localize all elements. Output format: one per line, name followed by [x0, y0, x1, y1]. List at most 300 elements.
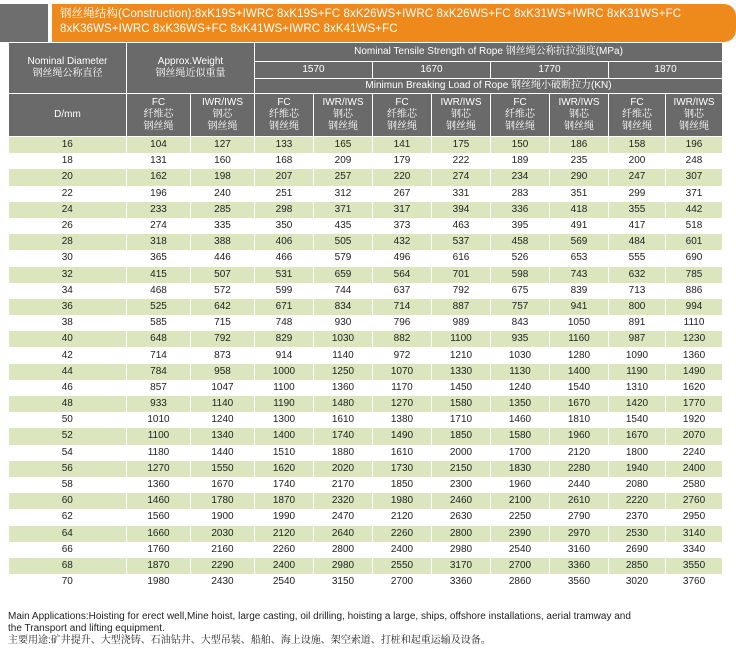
value-cell: 2390 — [491, 526, 550, 542]
value-cell: 2290 — [191, 558, 255, 574]
value-cell: 200 — [609, 153, 666, 169]
value-cell: 3140 — [666, 526, 723, 542]
table-row — [9, 331, 723, 347]
iwr-core-header: IWR/IWS 钢芯 钢丝绳 — [314, 94, 373, 137]
value-cell: 283 — [491, 186, 550, 202]
value-cell: 168 — [255, 153, 314, 169]
value-cell: 653 — [550, 250, 609, 266]
value-cell: 371 — [314, 202, 373, 218]
value-cell: 307 — [666, 169, 723, 185]
diameter-cell: 34 — [9, 283, 127, 299]
value-cell: 274 — [432, 169, 491, 185]
value-cell: 196 — [666, 137, 723, 154]
unit-header: D/mm — [9, 94, 127, 137]
value-cell: 491 — [550, 218, 609, 234]
value-cell: 1280 — [550, 347, 609, 363]
value-cell: 690 — [666, 250, 723, 266]
value-cell: 701 — [432, 267, 491, 283]
fc-core-header: FC 纤维芯 钢丝绳 — [255, 94, 314, 137]
value-cell: 585 — [127, 315, 191, 331]
value-cell: 3020 — [609, 574, 666, 590]
value-cell: 1620 — [666, 380, 723, 396]
value-cell: 648 — [127, 331, 191, 347]
diameter-cell: 20 — [9, 169, 127, 185]
value-cell: 748 — [255, 315, 314, 331]
value-cell: 715 — [191, 315, 255, 331]
diameter-cell: 32 — [9, 267, 127, 283]
value-cell: 2400 — [666, 461, 723, 477]
value-cell: 886 — [666, 283, 723, 299]
table-row — [9, 283, 723, 299]
breaking-load-header: Minimun Breaking Load of Rope 钢丝绳小破断拉力(KN) — [255, 79, 723, 94]
diameter-cell: 24 — [9, 202, 127, 218]
value-cell: 616 — [432, 250, 491, 266]
value-cell: 601 — [666, 234, 723, 250]
value-cell: 1920 — [666, 412, 723, 428]
value-cell: 1170 — [373, 380, 432, 396]
value-cell: 994 — [666, 299, 723, 315]
value-cell: 248 — [666, 153, 723, 169]
value-cell: 1740 — [255, 477, 314, 493]
value-cell: 298 — [255, 202, 314, 218]
value-cell: 1670 — [609, 428, 666, 444]
value-cell: 141 — [373, 137, 432, 154]
value-cell: 251 — [255, 186, 314, 202]
diameter-cell: 48 — [9, 396, 127, 412]
nominal-diameter-header: Nominal Diameter 钢丝绳公称直径 — [9, 43, 127, 94]
value-cell: 1400 — [550, 364, 609, 380]
value-cell: 2460 — [432, 493, 491, 509]
value-cell: 406 — [255, 234, 314, 250]
value-cell: 2020 — [314, 461, 373, 477]
value-cell: 186 — [550, 137, 609, 154]
value-cell: 1850 — [373, 477, 432, 493]
table-row — [9, 428, 723, 444]
value-cell: 1130 — [491, 364, 550, 380]
value-cell: 2800 — [314, 542, 373, 558]
table-row — [9, 364, 723, 380]
table-row — [9, 558, 723, 574]
value-cell: 2400 — [255, 558, 314, 574]
value-cell: 1770 — [666, 396, 723, 412]
value-cell: 299 — [609, 186, 666, 202]
value-cell: 1240 — [491, 380, 550, 396]
value-cell: 1460 — [127, 493, 191, 509]
value-cell: 1540 — [550, 380, 609, 396]
approx-weight-header: Approx.Weight 钢丝绳近似重量 — [127, 43, 255, 94]
table-row — [9, 477, 723, 493]
value-cell: 2980 — [314, 558, 373, 574]
table-row — [9, 412, 723, 428]
construction-line-1: 钢丝绳结构(Construction):8xK19S+IWRC 8xK19S+FC 8xK26WS+IWRC 8xK26WS+FC 8xK31WS+IWRC 8xK31WS+FC — [60, 8, 682, 20]
diameter-cell: 44 — [9, 364, 127, 380]
value-cell: 2280 — [550, 461, 609, 477]
applications-note — [8, 611, 736, 647]
table-row — [9, 493, 723, 509]
value-cell: 175 — [432, 137, 491, 154]
value-cell: 1710 — [432, 412, 491, 428]
value-cell: 933 — [127, 396, 191, 412]
value-cell: 659 — [314, 267, 373, 283]
value-cell: 2100 — [491, 493, 550, 509]
value-cell: 829 — [255, 331, 314, 347]
value-cell: 1250 — [314, 364, 373, 380]
value-cell: 1360 — [314, 380, 373, 396]
value-cell: 1670 — [550, 396, 609, 412]
value-cell: 285 — [191, 202, 255, 218]
value-cell: 189 — [491, 153, 550, 169]
table-row — [9, 526, 723, 542]
value-cell: 2000 — [432, 445, 491, 461]
value-cell: 1870 — [255, 493, 314, 509]
value-cell: 579 — [314, 250, 373, 266]
value-cell: 1610 — [314, 412, 373, 428]
value-cell: 1540 — [609, 412, 666, 428]
value-cell: 1140 — [191, 396, 255, 412]
value-cell: 1190 — [609, 364, 666, 380]
grade-1670: 1670 — [373, 62, 491, 79]
value-cell: 1490 — [666, 364, 723, 380]
diameter-cell: 26 — [9, 218, 127, 234]
value-cell: 564 — [373, 267, 432, 283]
diameter-cell: 40 — [9, 331, 127, 347]
value-cell: 834 — [314, 299, 373, 315]
value-cell: 1160 — [550, 331, 609, 347]
value-cell: 887 — [432, 299, 491, 315]
value-cell: 935 — [491, 331, 550, 347]
value-cell: 196 — [127, 186, 191, 202]
value-cell: 1980 — [373, 493, 432, 509]
value-cell: 160 — [191, 153, 255, 169]
value-cell: 714 — [373, 299, 432, 315]
table-row — [9, 509, 723, 525]
value-cell: 415 — [127, 267, 191, 283]
table-row — [9, 234, 723, 250]
value-cell: 1030 — [491, 347, 550, 363]
value-cell: 247 — [609, 169, 666, 185]
value-cell: 2300 — [432, 477, 491, 493]
value-cell: 3170 — [432, 558, 491, 574]
value-cell: 1100 — [127, 428, 191, 444]
value-cell: 1047 — [191, 380, 255, 396]
value-cell: 598 — [491, 267, 550, 283]
value-cell: 351 — [550, 186, 609, 202]
value-cell: 3560 — [550, 574, 609, 590]
value-cell: 257 — [314, 169, 373, 185]
value-cell: 233 — [127, 202, 191, 218]
value-cell: 1270 — [127, 461, 191, 477]
value-cell: 785 — [666, 267, 723, 283]
value-cell: 3150 — [314, 574, 373, 590]
value-cell: 222 — [432, 153, 491, 169]
value-cell: 274 — [127, 218, 191, 234]
value-cell: 317 — [373, 202, 432, 218]
tensile-strength-header: Nominal Tensile Strength of Rope 钢丝绳公称抗拉强度(MPa) — [255, 43, 723, 62]
value-cell: 531 — [255, 267, 314, 283]
value-cell: 1810 — [550, 412, 609, 428]
diameter-cell: 62 — [9, 509, 127, 525]
value-cell: 1800 — [609, 445, 666, 461]
table-row — [9, 169, 723, 185]
rope-spec-table — [8, 42, 723, 590]
value-cell: 336 — [491, 202, 550, 218]
iwr-core-header: IWR/IWS 钢芯 钢丝绳 — [432, 94, 491, 137]
value-cell: 496 — [373, 250, 432, 266]
value-cell: 1100 — [432, 331, 491, 347]
banner-bar — [52, 4, 736, 42]
diameter-cell: 56 — [9, 461, 127, 477]
value-cell: 1960 — [491, 477, 550, 493]
diameter-cell: 50 — [9, 412, 127, 428]
value-cell: 507 — [191, 267, 255, 283]
value-cell: 1580 — [432, 396, 491, 412]
value-cell: 2260 — [373, 526, 432, 542]
value-cell: 713 — [609, 283, 666, 299]
table-row — [9, 380, 723, 396]
value-cell: 2120 — [550, 445, 609, 461]
value-cell: 518 — [666, 218, 723, 234]
table-body — [9, 137, 723, 591]
value-cell: 989 — [432, 315, 491, 331]
value-cell: 757 — [491, 299, 550, 315]
value-cell: 1010 — [127, 412, 191, 428]
value-cell: 104 — [127, 137, 191, 154]
value-cell: 941 — [550, 299, 609, 315]
value-cell: 432 — [373, 234, 432, 250]
value-cell: 1460 — [491, 412, 550, 428]
value-cell: 843 — [491, 315, 550, 331]
value-cell: 1140 — [314, 347, 373, 363]
value-cell: 1850 — [432, 428, 491, 444]
value-cell: 1270 — [373, 396, 432, 412]
value-cell: 792 — [191, 331, 255, 347]
value-cell: 1300 — [255, 412, 314, 428]
diameter-cell: 66 — [9, 542, 127, 558]
table-row — [9, 396, 723, 412]
value-cell: 2240 — [666, 445, 723, 461]
value-cell: 1670 — [191, 477, 255, 493]
value-cell: 2540 — [255, 574, 314, 590]
value-cell: 1580 — [491, 428, 550, 444]
value-cell: 2850 — [609, 558, 666, 574]
value-cell: 2530 — [609, 526, 666, 542]
table-row — [9, 315, 723, 331]
value-cell: 1990 — [255, 509, 314, 525]
value-cell: 743 — [550, 267, 609, 283]
fc-core-header: FC 纤维芯 钢丝绳 — [609, 94, 666, 137]
value-cell: 891 — [609, 315, 666, 331]
table-row — [9, 574, 723, 590]
value-cell: 784 — [127, 364, 191, 380]
table-header — [9, 43, 723, 137]
value-cell: 131 — [127, 153, 191, 169]
grade-1870: 1870 — [609, 62, 723, 79]
value-cell: 1310 — [609, 380, 666, 396]
value-cell: 1450 — [432, 380, 491, 396]
value-cell: 179 — [373, 153, 432, 169]
value-cell: 958 — [191, 364, 255, 380]
value-cell: 1190 — [255, 396, 314, 412]
value-cell: 1740 — [314, 428, 373, 444]
value-cell: 331 — [432, 186, 491, 202]
applications-en-line-2: the Transport and lifting equipment. — [8, 623, 165, 634]
diameter-cell: 30 — [9, 250, 127, 266]
value-cell: 3760 — [666, 574, 723, 590]
value-cell: 796 — [373, 315, 432, 331]
value-cell: 2120 — [255, 526, 314, 542]
diameter-cell: 36 — [9, 299, 127, 315]
diameter-cell: 42 — [9, 347, 127, 363]
diameter-cell: 70 — [9, 574, 127, 590]
diameter-cell: 58 — [9, 477, 127, 493]
value-cell: 792 — [432, 283, 491, 299]
value-cell: 418 — [550, 202, 609, 218]
value-cell: 1660 — [127, 526, 191, 542]
value-cell: 2800 — [432, 526, 491, 542]
value-cell: 2320 — [314, 493, 373, 509]
value-cell: 2220 — [609, 493, 666, 509]
diameter-cell: 28 — [9, 234, 127, 250]
value-cell: 2160 — [191, 542, 255, 558]
value-cell: 2610 — [550, 493, 609, 509]
value-cell: 2440 — [550, 477, 609, 493]
value-cell: 240 — [191, 186, 255, 202]
value-cell: 442 — [666, 202, 723, 218]
value-cell: 2550 — [373, 558, 432, 574]
value-cell: 1960 — [550, 428, 609, 444]
value-cell: 1110 — [666, 315, 723, 331]
value-cell: 1100 — [255, 380, 314, 396]
value-cell: 1360 — [666, 347, 723, 363]
value-cell: 987 — [609, 331, 666, 347]
value-cell: 395 — [491, 218, 550, 234]
grade-1770: 1770 — [491, 62, 609, 79]
value-cell: 365 — [127, 250, 191, 266]
value-cell: 839 — [550, 283, 609, 299]
diameter-cell: 68 — [9, 558, 127, 574]
value-cell: 1230 — [666, 331, 723, 347]
table-row — [9, 267, 723, 283]
value-cell: 526 — [491, 250, 550, 266]
value-cell: 234 — [491, 169, 550, 185]
fc-core-header: FC 纤维芯 钢丝绳 — [373, 94, 432, 137]
fc-core-header: FC 纤维芯 钢丝绳 — [127, 94, 191, 137]
value-cell: 1880 — [314, 445, 373, 461]
value-cell: 1780 — [191, 493, 255, 509]
value-cell: 267 — [373, 186, 432, 202]
value-cell: 158 — [609, 137, 666, 154]
value-cell: 468 — [127, 283, 191, 299]
value-cell: 2470 — [314, 509, 373, 525]
value-cell: 2970 — [550, 526, 609, 542]
value-cell: 1180 — [127, 445, 191, 461]
table-row — [9, 542, 723, 558]
diameter-cell: 18 — [9, 153, 127, 169]
diameter-cell: 64 — [9, 526, 127, 542]
value-cell: 394 — [432, 202, 491, 218]
value-cell: 463 — [432, 218, 491, 234]
value-cell: 235 — [550, 153, 609, 169]
table-row — [9, 186, 723, 202]
value-cell: 209 — [314, 153, 373, 169]
value-cell: 2400 — [373, 542, 432, 558]
value-cell: 1940 — [609, 461, 666, 477]
diameter-cell: 54 — [9, 445, 127, 461]
value-cell: 2630 — [432, 509, 491, 525]
value-cell: 417 — [609, 218, 666, 234]
value-cell: 800 — [609, 299, 666, 315]
diameter-cell: 38 — [9, 315, 127, 331]
table-row — [9, 202, 723, 218]
value-cell: 1340 — [191, 428, 255, 444]
construction-line-2: 8xK36WS+IWRC 8xK36WS+FC 8xK41WS+IWRC 8xK41WS+FC — [60, 23, 398, 35]
table-row — [9, 461, 723, 477]
value-cell: 675 — [491, 283, 550, 299]
value-cell: 1440 — [191, 445, 255, 461]
value-cell: 2540 — [491, 542, 550, 558]
diameter-cell: 52 — [9, 428, 127, 444]
value-cell: 572 — [191, 283, 255, 299]
value-cell: 207 — [255, 169, 314, 185]
value-cell: 3360 — [432, 574, 491, 590]
value-cell: 1760 — [127, 542, 191, 558]
value-cell: 150 — [491, 137, 550, 154]
value-cell: 2640 — [314, 526, 373, 542]
value-cell: 466 — [255, 250, 314, 266]
value-cell: 198 — [191, 169, 255, 185]
value-cell: 2860 — [491, 574, 550, 590]
diameter-cell: 22 — [9, 186, 127, 202]
value-cell: 1980 — [127, 574, 191, 590]
value-cell: 1400 — [255, 428, 314, 444]
value-cell: 857 — [127, 380, 191, 396]
value-cell: 1870 — [127, 558, 191, 574]
value-cell: 714 — [127, 347, 191, 363]
value-cell: 637 — [373, 283, 432, 299]
value-cell: 1050 — [550, 315, 609, 331]
value-cell: 1350 — [491, 396, 550, 412]
value-cell: 2980 — [432, 542, 491, 558]
table-row — [9, 299, 723, 315]
value-cell: 873 — [191, 347, 255, 363]
value-cell: 1510 — [255, 445, 314, 461]
value-cell: 914 — [255, 347, 314, 363]
value-cell: 1730 — [373, 461, 432, 477]
value-cell: 2950 — [666, 509, 723, 525]
value-cell: 1380 — [373, 412, 432, 428]
fc-core-header: FC 纤维芯 钢丝绳 — [491, 94, 550, 137]
table-row — [9, 218, 723, 234]
value-cell: 290 — [550, 169, 609, 185]
value-cell: 1900 — [191, 509, 255, 525]
value-cell: 555 — [609, 250, 666, 266]
value-cell: 1560 — [127, 509, 191, 525]
value-cell: 335 — [191, 218, 255, 234]
value-cell: 1610 — [373, 445, 432, 461]
table-row — [9, 347, 723, 363]
value-cell: 930 — [314, 315, 373, 331]
value-cell: 642 — [191, 299, 255, 315]
value-cell: 127 — [191, 137, 255, 154]
value-cell: 373 — [373, 218, 432, 234]
value-cell: 3340 — [666, 542, 723, 558]
value-cell: 2170 — [314, 477, 373, 493]
value-cell: 1700 — [491, 445, 550, 461]
value-cell: 2580 — [666, 477, 723, 493]
value-cell: 1090 — [609, 347, 666, 363]
diameter-cell: 16 — [9, 137, 127, 154]
table-row — [9, 250, 723, 266]
